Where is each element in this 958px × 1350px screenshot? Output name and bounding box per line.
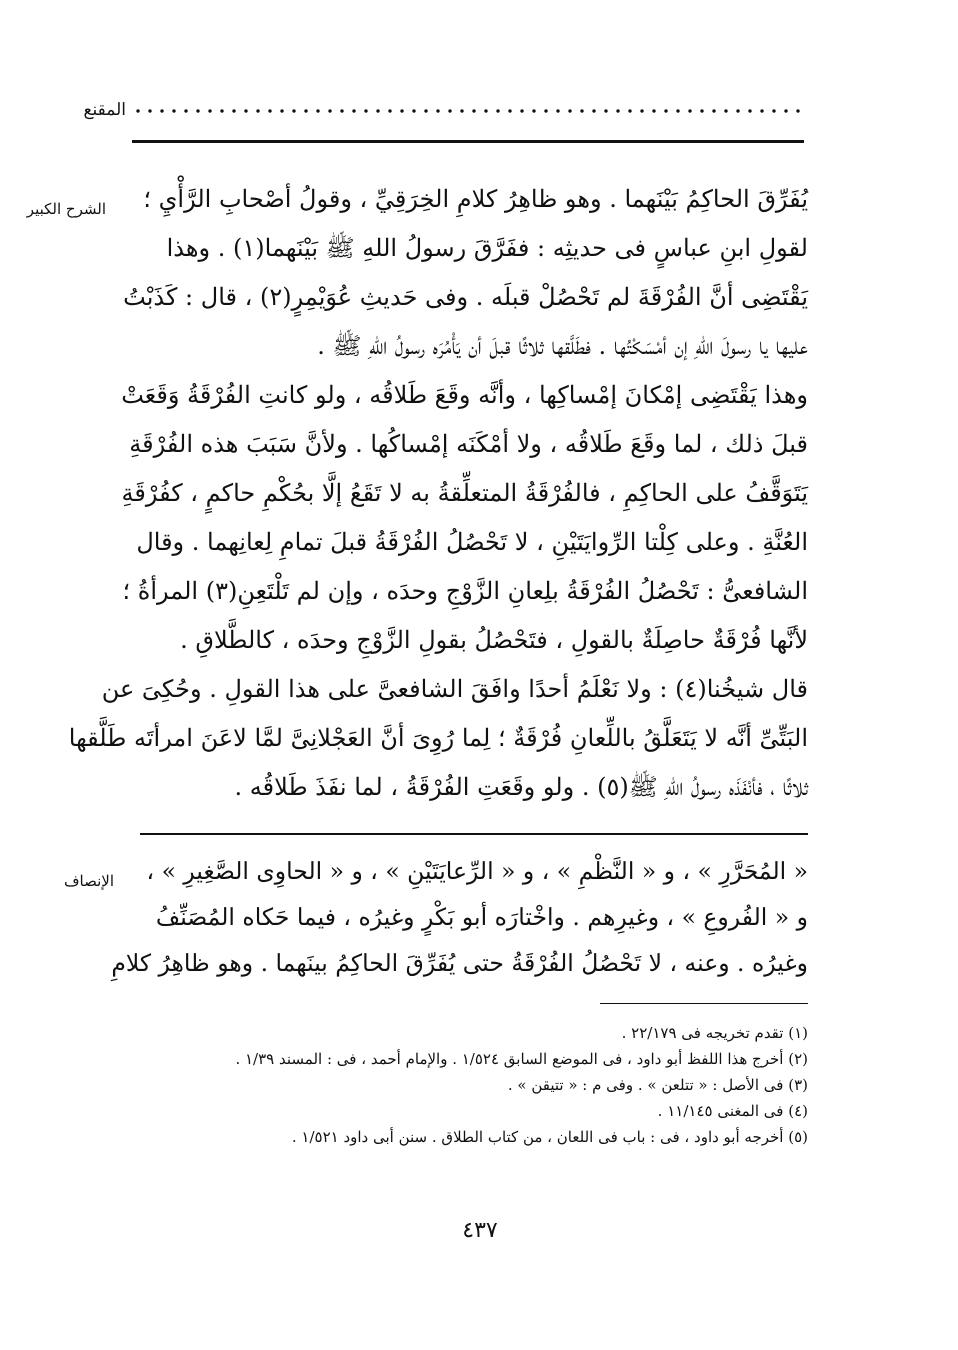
insaf-line: « المُحَرَّرِ » ، و « النَّظْمِ » ، و « الرِّعايَتَيْنِ » ، و « الحاوِى الصَّغِيرِ » ، <box>146 857 808 885</box>
page-number: ٤٣٧ <box>462 1218 498 1243</box>
footnotes-block <box>210 1020 808 1150</box>
sharh-line: العُنَّةِ . وعلى كِلْتا الرِّوايَتَيْنِ ، لا تَحْصُلُ الفُرْقَةُ قبلَ تمامِ لِعانِهما . وقال <box>136 528 808 556</box>
sharh-line: البَتِّىِّ أنَّه لا يَتَعَلَّقُ باللِّعانِ فُرْقَةٌ ؛ لِما رُوِىَ أنَّ العَجْلانِىَّ لمَّا لاعَنَ امرأتَه طَلَّقها <box>68 724 808 752</box>
footnote: (١) تقدم تخريجه فى ٢٢/١٧٩ . <box>621 1024 808 1042</box>
section-divider <box>140 833 808 835</box>
sharh-line: يَقْتَضِى أنَّ الفُرْقَةَ لم تَحْصُلْ قبلَه . وفى حَديثِ عُوَيْمِرٍ(٢) ، قال : كَذَبْتُ <box>123 283 808 311</box>
footnote: (٢) أخرج هذا اللفظ أبو داود ، فى الموضع السابق ١/٥٢٤ . والإمام أحمد ، فى : المسند ١/٣٩ . <box>235 1050 808 1068</box>
sharh-line: لقولِ ابنِ عباسٍ فى حديثِه : ففَرَّقَ رسولُ اللهِ ﷺ بَيْنَهما(١) . وهذا <box>166 234 808 262</box>
footnote-rule <box>600 1003 808 1004</box>
sharh-line: وهذا يَقْتَضِى إمْكانَ إمْساكِها ، وأنَّه وقَعَ طَلاقُه ، ولو كانتِ الفُرْقَةُ وَقَعَتْ <box>121 381 808 409</box>
sharh-line: يَتَوَقَّفُ على الحاكِمِ ، فالفُرْقَةُ المتعلِّقةُ به لا تَقَعُ إلَّا بحُكْمِ حاكمٍ ، كفُرْقَةِ <box>121 479 808 507</box>
footnote: (٥) أخرجه أبو داود ، فى : باب فى اللعان ، من كتاب الطلاق . سنن أبى داود ١/٥٢١ . <box>291 1128 808 1146</box>
sharh-text-block <box>68 175 808 812</box>
insaf-section-label: الإنصاف <box>63 872 114 890</box>
running-head-title: المقنع <box>83 100 126 120</box>
insaf-line: وغيرُه . وعنه ، لا تَحْصُلُ الفُرْقَةُ حتى يُفَرِّقَ الحاكِمُ بينَهما . وهو ظاهِرُ كلامِ <box>111 949 808 977</box>
sharh-line: لأنَّها فُرْقَةٌ حاصِلَةٌ بالقولِ ، فتَحْصُلُ بقولِ الزَّوْجِ وحدَه ، كالطَّلاقِ . <box>180 626 808 654</box>
insaf-text-block <box>111 848 808 986</box>
sharh-section-label: الشرح الكبير <box>26 200 106 218</box>
insaf-line: و « الفُروعِ » ، وغيرِهم . واخْتارَه أبو بَكْرٍ وغيرُه ، فيما حَكاه المُصَنِّفُ <box>155 903 808 931</box>
sharh-line: الشافعىُّ : تَحْصُلُ الفُرْقَةُ بلِعانِ الزَّوْجِ وحدَه ، وإن لم تَلْتَعِنِ(٣) المرأةُ ؛ <box>122 577 808 605</box>
sharh-line: قبلَ ذلك ، لما وقَعَ طَلاقُه ، ولا أمْكَنَه إمْساكُها . ولأنَّ سَبَبَ هذه الفُرْقَةِ <box>129 430 808 458</box>
sharh-line: عليها يا رسولَ اللهِ إن أمْسَكْتُها . فطَلَّقها ثلاثًا قبلَ أن يَأْمُرَه رسولُ اللهِ ﷺ . <box>317 332 808 360</box>
footnote: (٣) فى الأصل : « تتلعن » . وفى م : « تتيقن » . <box>507 1076 808 1094</box>
sharh-line: يُفَرِّقَ الحاكِمُ بَيْنَهما . وهو ظاهِرُ كلامِ الخِرَقِيِّ ، وقولُ أصْحابِ الرَّأْيِ ؛ <box>143 185 808 213</box>
header-rule <box>132 140 804 143</box>
footnote: (٤) فى المغنى ١١/١٤٥ . <box>657 1102 808 1120</box>
dotted-leader <box>132 104 804 118</box>
sharh-line: قال شيخُنا(٤) : ولا نَعْلَمُ أحدًا وافَقَ الشافعىَّ على هذا القولِ . وحُكِىَ عن <box>101 675 808 703</box>
sharh-line: ثلاثًا ، فأنْفَذَه رسولُ اللهِ ﷺ(٥) . ولو وقَعَتِ الفُرْقَةُ ، لما نفَذَ طَلاقُه . <box>234 773 808 801</box>
